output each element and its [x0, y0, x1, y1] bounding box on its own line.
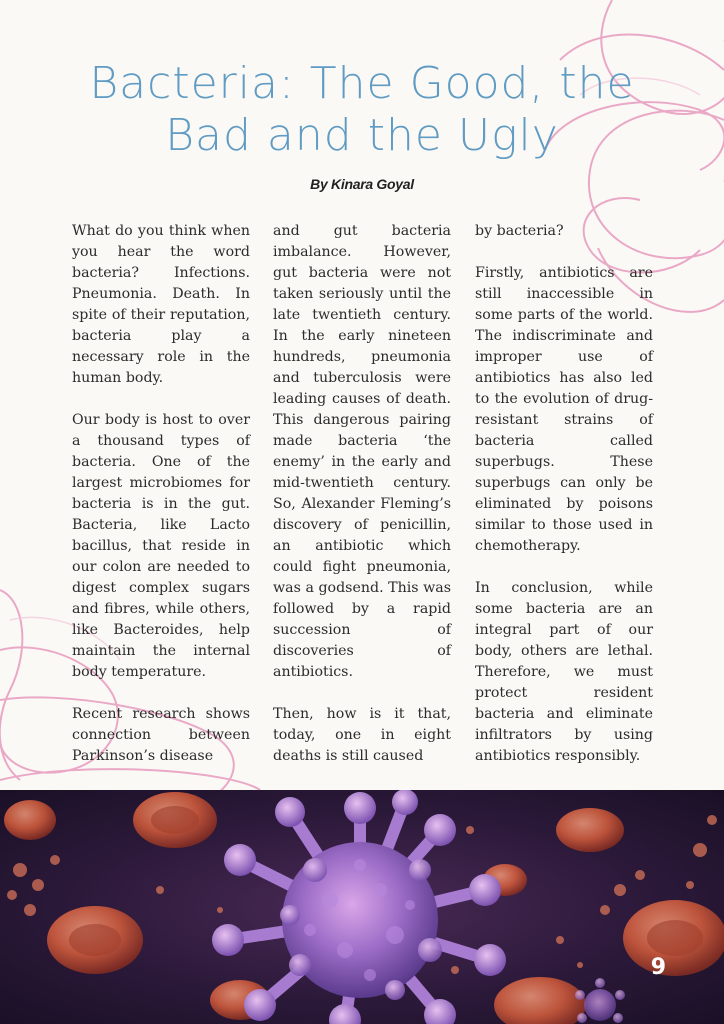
- author-byline: By Kinara Goyal: [310, 176, 414, 192]
- paragraph: by bacteria?: [475, 223, 564, 239]
- text-column-1: [72, 221, 250, 767]
- paragraph: Our body is host to over a thousand types of bacteria. One of the largest microbiomes for bacteria is in the gut. Bacteria, like Lacto bacillus, that reside in our colon are needed to digest complex sugars and fibres, while others, like Bacteroides, help maintain the internal body temperature.: [72, 412, 250, 680]
- paragraph: What do you think when you hear the word bacteria? Infections. Pneumonia. Death. In spite of their reputation, bacteria play a necessary role in the human body.: [72, 223, 250, 386]
- text-column-2: [273, 221, 451, 767]
- bacteria-hero-image: [0, 790, 724, 1024]
- text-column-3: [475, 221, 653, 767]
- article-title: Bacteria: The Good, the Bad and the Ugly: [89, 58, 635, 161]
- paragraph: Recent research shows connection between Parkinson’s disease: [72, 706, 250, 764]
- paragraph: Then, how is it that, today, one in eight deaths is still caused: [273, 706, 451, 764]
- paragraph: and gut bacteria imbalance. However, gut bacteria were not taken seriously until the late twentieth century. In the early nineteen hundreds, pneumonia and tuberculosis were leading causes of death. This dangerous pairing made bacteria ‘the enemy’ in the early and mid-twentieth century. So, Alexander Fleming’s discovery of penicillin, an antibiotic which could fight pneumonia, was a godsend. This was followed by a rapid succession of discoveries of antibiotics.: [273, 223, 451, 680]
- paragraph: Firstly, antibiotics are still inaccessible in some parts of the world. The indiscriminate and improper use of antibiotics has also led to the evolution of drug-resistant strains of bacteria called superbugs. These superbugs can only be eliminated by poisons similar to those used in chemotherapy.: [475, 265, 653, 554]
- bacteria-illustration: [0, 790, 724, 1024]
- page-number: 9: [650, 955, 666, 980]
- paragraph: In conclusion, while some bacteria are an integral part of our body, others are lethal. Therefore, we must protect resident bacteria and eliminate infiltrators by using antibiotics responsibly.: [475, 580, 653, 764]
